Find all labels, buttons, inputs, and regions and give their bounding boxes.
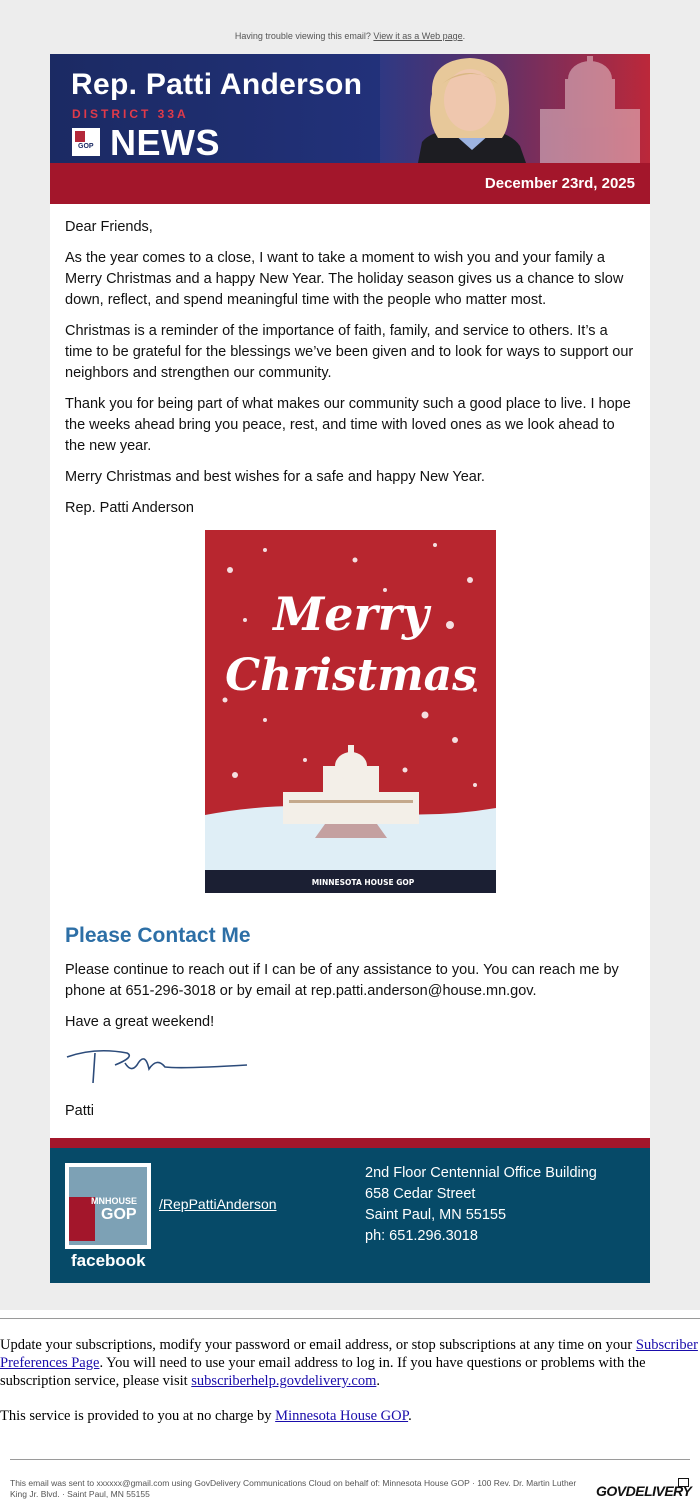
facebook-label: facebook [71, 1251, 146, 1270]
signature-image [65, 1043, 255, 1093]
divider-2 [10, 1459, 690, 1460]
footer [50, 1148, 650, 1283]
service-paragraph [0, 1407, 700, 1425]
signoff-name: Patti [65, 1103, 95, 1119]
minnesota-house-gop-link[interactable]: Minnesota House GOP [275, 1408, 409, 1424]
card-text-merry: Merry [272, 587, 429, 641]
preheader-text: Having trouble viewing this email? [234, 31, 374, 41]
banner-district: DISTRICT 33A [72, 107, 189, 121]
address-line-2: 658 Cedar Street [365, 1186, 476, 1202]
newsletter-card [50, 54, 650, 1283]
subscriber-preferences-link[interactable]: Subscriber Preferences Page [0, 1337, 698, 1371]
contact-heading: Please Contact Me [65, 924, 251, 947]
greeting: Dear Friends, [65, 219, 153, 235]
contact-paragraph: Please continue to reach out if I can be of any assistance to you. You can reach me by phone at 651-296-3018 or by email at rep.patti.anderson@house.mn.gov. [65, 962, 619, 999]
service-text: This service is provided to you at no charge by [0, 1408, 276, 1424]
letter-paragraph-4: Merry Christmas and best wishes for a safe and happy New Year. [65, 469, 485, 485]
logo-red-block [75, 131, 85, 142]
banner-title: Rep. Patti Anderson [71, 68, 363, 101]
banner-news: NEWS [110, 122, 220, 163]
contact-section [50, 948, 650, 1033]
header-banner [50, 54, 650, 163]
merry-christmas-image [205, 530, 496, 893]
card-text-christmas: Christmas [224, 650, 477, 701]
representative-photo [380, 54, 650, 163]
subscriber-help-link[interactable]: subscriberhelp.govdelivery.com [191, 1373, 377, 1389]
subscription-text-a: Update your subscriptions, modify your password or email address, or stop subscriptions at any time on your [0, 1337, 636, 1353]
christmas-card-wrap [50, 529, 650, 909]
logo-gop-text: GOP [101, 1206, 137, 1223]
govdelivery-logo[interactable]: GOVDELIVERY [596, 1483, 692, 1499]
divider [0, 1318, 700, 1319]
preheader-end: . [462, 31, 466, 41]
newsletter-date: December 23rd, 2025 [484, 175, 635, 192]
card-footer-text: MINNESOTA HOUSE GOP [311, 878, 414, 887]
web-page-link[interactable]: View it as a Web page [373, 31, 463, 41]
letter-closing: Rep. Patti Anderson [65, 500, 194, 516]
letter-paragraph-1: As the year comes to a close, I want to take a moment to wish you and your family a Merry Christmas and a happy New Year. The holiday season gives us a chance to slow down, reflect, and spend meaningful time with the people who matter most. [65, 250, 624, 308]
footer-red-bar [50, 1138, 650, 1148]
envelope-icon [678, 1478, 689, 1487]
weekend-wish: Have a great weekend! [65, 1014, 215, 1030]
subscription-paragraph [0, 1336, 700, 1390]
subscription-text-b: . You will need to use your email address to log in. If you have questions or problems with the subscription service, please visit [0, 1355, 646, 1389]
letter-body [50, 204, 650, 519]
logo-mn-text: MNHOUSE [91, 1196, 138, 1206]
date-bar [50, 163, 650, 204]
letter-paragraph-2: Christmas is a reminder of the importance of faith, family, and service to others. It’s a time to be grateful for the blessings we’ve been given and to look for ways to support our neighbors and strengthen our community. [65, 323, 634, 381]
letter-paragraph-3: Thank you for being part of what makes our community such a good place to live. I hope the weeks ahead bring you peace, rest, and time with loved ones as we look ahead to the new year. [65, 396, 631, 454]
legal-text: This email was sent to xxxxxx@gmail.com using GovDelivery Communications Cloud on behalf of: Minnesota House GOP · 100 Rev. Dr. Martin Luther King Jr. Blvd. · Saint Paul, MN 55155 [10, 1478, 577, 1499]
logo-text: GOP [78, 143, 94, 150]
address-line-3: Saint Paul, MN 55155 [365, 1207, 507, 1223]
subscription-text-c: . [376, 1373, 380, 1389]
subscription-info [0, 1336, 700, 1442]
facebook-logo-icon[interactable] [65, 1163, 151, 1249]
preheader [0, 31, 700, 41]
facebook-page-link[interactable]: /RepPattiAnderson [159, 1196, 277, 1212]
office-address [365, 1163, 597, 1247]
address-line-1: 2nd Floor Centennial Office Building [365, 1165, 597, 1181]
service-text-end: . [408, 1408, 412, 1424]
gop-logo-icon [72, 128, 100, 156]
phone-line: ph: 651.296.3018 [365, 1228, 478, 1244]
